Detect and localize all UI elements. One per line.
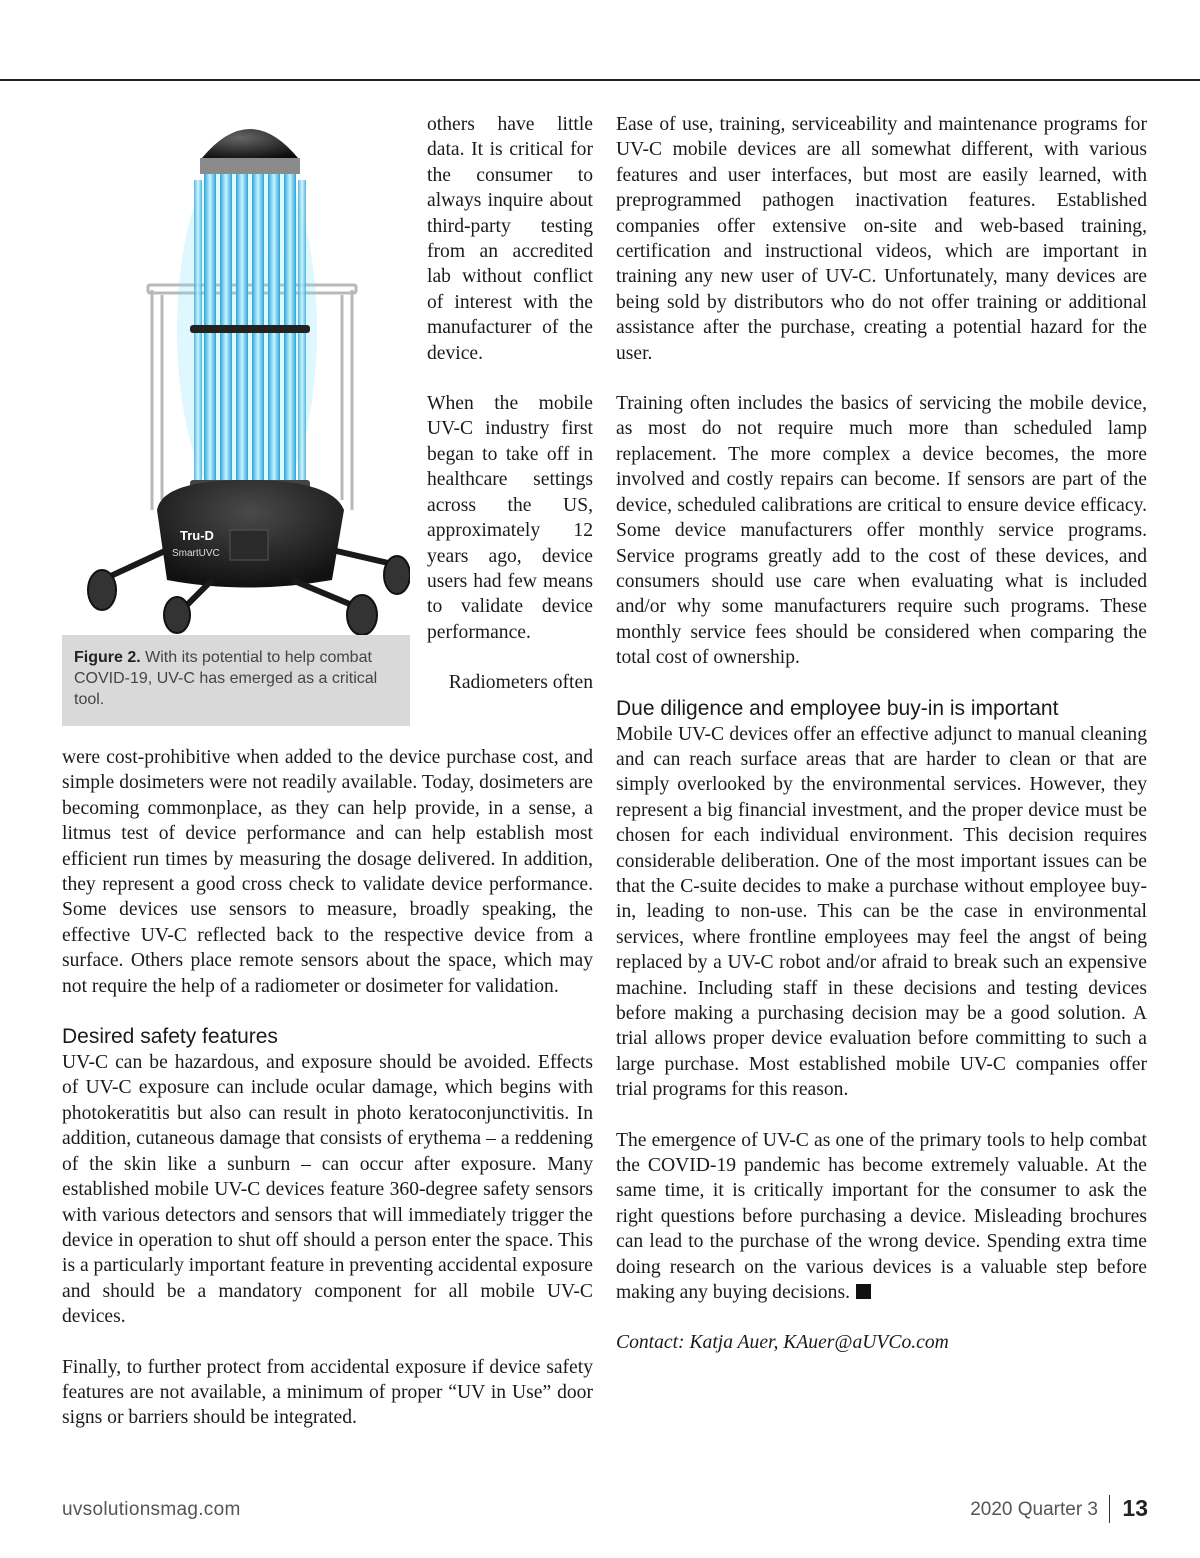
narrow-paragraph-3: Radiometers often [448,672,593,694]
uv-robot-photo [62,110,410,635]
contact-line: Contact: Katja Auer, KAuer@aUVCo.com [616,1332,949,1354]
page-number: 13 [1122,1495,1148,1521]
heading-due-diligence: Due diligence and employee buy-in is important [616,696,1059,720]
device-brand-label: Tru-D [180,528,214,543]
left-column [62,745,593,1431]
footer-separator [1109,1495,1110,1523]
figure-caption-text: With its potential to help combat COVID-19, UV-C has emerged as a critical tool. [74,649,378,708]
figure-caption-label: Figure 2. [74,649,141,666]
footer-site: uvsolutionsmag.com [62,1499,241,1520]
narrow-paragraph-2: When the mobile UV-C industry first began to take off in healthcare settings across the US, approximately 12 years ago, device users had few means to validate device performance. [427,393,593,643]
footer-issue: 2020 Quarter 3 [970,1499,1098,1520]
left-paragraph-continuation: were cost-prohibitive when added to the device purchase cost, and simple dosimeters were not readily available. Today, dosimeters are becoming commonplace, as they can help provide, in a sense, a litmus test of device performance and can help establish most efficient run times by measuring the dosage delivered. In addition, they represent a good cross check to validate device performance. Some devices use sensors to measure, broadly speaking, the effective UV-C reflected back to the respective device from a surface. Others place remote sensors about the space, which may not require the help of a radiometer or dosimeter for validation. [62,747,593,997]
left-paragraph-2: Finally, to further protect from accidental exposure if device safety features are not available, a minimum of proper “UV in Use” door signs or barriers should be integrated. [62,1356,593,1429]
device-model-label: SmartUVC [172,548,220,559]
header-rule [0,79,1200,81]
right-paragraph-4 [616,1128,1147,1306]
right-paragraph-4-text: The emergence of UV-C as one of the primary tools to help combat the COVID-19 pandemic has become extremely valuable. At the same time, it is critically important for the consumer to ask the right questions before purchasing a device. Misleading brochures can lead to the purchase of the wrong device. Spending extra time doing research on the various devices is a valuable step before making any buying decisions. [616,1129,1147,1304]
narrow-column [427,112,593,721]
end-mark-icon [856,1284,871,1299]
sensor-dome [202,129,298,158]
right-column [616,112,1147,1356]
heading-desired-safety-features: Desired safety features [62,1025,278,1049]
figure-caption [62,635,410,726]
page-footer [62,1495,1148,1525]
right-paragraph-2: Training often includes the basics of servicing the mobile device, as most do not require much more than scheduled lamp replacement. The more complex a device becomes, the more involved and costly repairs can become. If sensors are part of the device, scheduled calibrations are critical to ensure device efficacy. Some device manufacturers offer monthly service programs. Service programs greatly add to the cost of these devices, and consumers should use care when evaluating what is included and/or why some manufacturers require such programs. These monthly service fees should be considered when comparing the total cost of ownership. [616,393,1147,669]
right-paragraph-3: Mobile UV-C devices offer an effective adjunct to manual cleaning and can reach surface areas that are harder to clean or that are simply overlooked by the environmental services. However, they represent a big financial investment, and the proper device must be chosen for each individual environment. This decision requires considerable deliberation. One of the most important issues can be that the C-suite decides to make a purchase without employee buy-in, leading to non-use. This can be the case in environmental services, where frontline employees may feel the angst of being replaced by a UV-C robot and/or afraid to break such an expensive machine. Including staff in these decisions and testing devices before making a purchasing decision may be a good solution. A trial allows proper device evaluation before committing to such a large purchase. Most established mobile UV-C companies offer trial programs for this reason. [616,723,1147,1101]
right-paragraph-1: Ease of use, training, serviceability and maintenance programs for UV-C mobile devices are all somewhat different, with various features and user interfaces, but most are easily learned, with preprogrammed pathogen inactivation features. Established companies offer extensive on-site and web-based training, certification and instructional videos, which are important in training any new user of UV-C. Unfortunately, many devices are being sold by distributors who do not offer training or additional assistance after the purchase, creating a potential hazard for the user. [616,114,1147,364]
figure-2 [62,110,410,640]
left-paragraph-1: UV-C can be hazardous, and exposure should be avoided. Effects of UV-C exposure can include ocular damage, which begins with photokeratitis but also can result in photo keratoconjunctivitis. In addition, cutaneous damage that consists of erythema – a reddening of the skin like a sunburn – can occur after exposure. Many established mobile UV-C devices feature 360-degree safety sensors with various detectors and sensors that will immediately trigger the device in operation to shut off should a person enter the space. This is a particularly important feature in preventing accidental exposure and should be a mandatory component for all mobile UV-C devices. [62,1052,593,1328]
narrow-paragraph-1: others have little data. It is critical for the consumer to always inquire about third-party testing from an accredited lab without conflict of interest with the manufacturer of the device. [427,114,593,364]
